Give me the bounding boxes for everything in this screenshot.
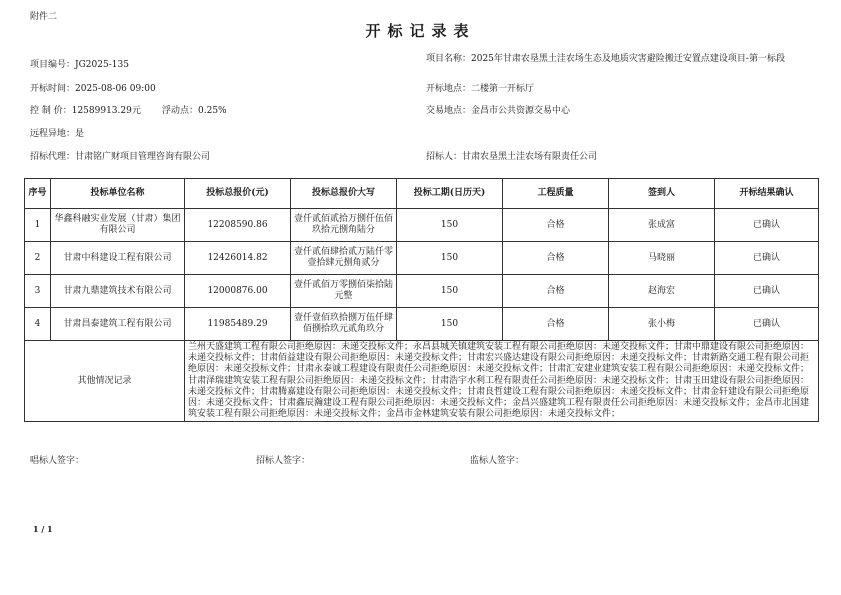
control-price: 控 制 价：12589913.29元: [30, 106, 141, 116]
table-row: [25, 242, 819, 275]
row-quality: 合格: [503, 242, 609, 275]
row-index: 3: [25, 275, 51, 308]
header-price-words: 投标总报价大写: [291, 179, 397, 209]
row-bidder: 华鑫科融实业发展（甘肃）集团有限公司: [51, 209, 185, 242]
row-price: 12000876.00: [185, 275, 291, 308]
header-signer: 签到人: [609, 179, 715, 209]
table-row: [25, 308, 819, 341]
row-signer: 张小梅: [609, 308, 715, 341]
tenderer: 招标人：甘肃农垦黑土洼农场有限责任公司: [426, 152, 598, 162]
row-period: 150: [397, 308, 503, 341]
row-signer: 赵海宏: [609, 275, 715, 308]
row-period: 150: [397, 209, 503, 242]
other-info-row: [25, 341, 819, 422]
header-period: 投标工期(日历天): [397, 179, 503, 209]
row-confirm: 已确认: [715, 209, 819, 242]
header-confirm: 开标结果确认: [715, 179, 819, 209]
row-quality: 合格: [503, 275, 609, 308]
row-price: 12426014.82: [185, 242, 291, 275]
row-confirm: 已确认: [715, 275, 819, 308]
row-price: 11985489.29: [185, 308, 291, 341]
row-confirm: 已确认: [715, 242, 819, 275]
row-price-words: 壹仟贰佰肆拾贰万陆仟零壹拾肆元捌角贰分: [291, 242, 397, 275]
singer-signature-label: 唱标人签字：: [30, 456, 85, 466]
row-price-words: 壹仟贰佰万零捌佰柒拾陆元整: [291, 275, 397, 308]
table-row: [25, 275, 819, 308]
table-header-row: [25, 179, 819, 209]
header-price: 投标总报价(元): [185, 179, 291, 209]
tender-agent: 招标代理：甘肃铭广财项目管理咨询有限公司: [30, 152, 211, 162]
bid-record-table: [24, 178, 819, 422]
page-title: 开标记录表: [365, 22, 476, 40]
row-bidder: 甘肃中科建设工程有限公司: [51, 242, 185, 275]
row-quality: 合格: [503, 209, 609, 242]
row-index: 2: [25, 242, 51, 275]
header-index: 序号: [25, 179, 51, 209]
header-quality: 工程质量: [503, 179, 609, 209]
row-price: 12208590.86: [185, 209, 291, 242]
row-period: 150: [397, 275, 503, 308]
open-place: 开标地点：二楼第一开标厅: [426, 84, 535, 94]
remote-flag: 远程异地：是: [30, 129, 85, 139]
tenderer-signature-label: 招标人签字：: [256, 456, 311, 466]
page-number: 1 / 1: [33, 524, 53, 534]
row-quality: 合格: [503, 308, 609, 341]
other-info-text: 兰州天盛建筑工程有限公司拒绝原因：未递交投标文件；永昌县城关镇建筑安装工程有限公司拒绝原因：未递交投标文件；甘肃中鼎建设有限公司拒绝原因：未递交投标文件；甘肃佰益建设有限公司拒绝原因：未递交投标文件；甘肃宏兴盛达建设有限公司拒绝原因：未递交投标文件；甘肃新路交通工程有限公司拒绝原因：未递交投标文件；甘肃永泰诚工程建设有限责任公司拒绝原因：未递交投标文件；甘肃汇安建业建筑安装工程有限公司拒绝原因：未递交投标文件；甘肃泽瑞建筑安装工程有限公司拒绝原因：未递交投标文件；甘肃浩宇水利工程有限责任公司拒绝原因：未递交投标文件；甘肃玉田建设有限公司拒绝原因：未递交投标文件；甘肃腾嘉建设有限公司拒绝原因：未递交投标文件；甘肃良哲建设工程有限公司拒绝原因：未递交投标文件；甘肃金轩建设有限公司拒绝原因：未递交投标文件；甘肃鑫辰瀚建设工程有限公司拒绝原因：未递交投标文件；金昌兴盛建筑工程有限责任公司拒绝原因：未递交投标文件；金昌市北国建筑安装工程有限公司拒绝原因：未递交投标文件；金昌市金林建筑安装有限公司拒绝原因：未递交投标文件；: [185, 341, 819, 422]
trade-place: 交易地点：金昌市公共资源交易中心: [426, 106, 571, 116]
row-period: 150: [397, 242, 503, 275]
other-info-label: 其他情况记录: [25, 341, 185, 422]
row-index: 1: [25, 209, 51, 242]
row-index: 4: [25, 308, 51, 341]
header-bidder: 投标单位名称: [51, 179, 185, 209]
project-name: 项目名称：2025年甘肃农垦黑土洼农场生态及地质灾害避险搬迁安置点建设项目-第一标段: [426, 54, 785, 64]
float-point: 浮动点：0.25%: [162, 106, 227, 116]
row-bidder: 甘肃昌泰建筑工程有限公司: [51, 308, 185, 341]
attachment-label: 附件二: [30, 12, 58, 22]
row-price-words: 壹仟壹佰玖拾捌万伍仟肆佰捌拾玖元贰角玖分: [291, 308, 397, 341]
row-confirm: 已确认: [715, 308, 819, 341]
row-price-words: 壹仟贰佰贰拾万捌仟伍佰玖拾元捌角陆分: [291, 209, 397, 242]
row-bidder: 甘肃九鼎建筑技术有限公司: [51, 275, 185, 308]
supervisor-signature-label: 监标人签字：: [470, 456, 525, 466]
table-row: [25, 209, 819, 242]
row-signer: 马晓丽: [609, 242, 715, 275]
project-number: 项目编号：JG2025-135: [30, 60, 129, 70]
open-time: 开标时间：2025-08-06 09:00: [30, 84, 156, 94]
row-signer: 张成富: [609, 209, 715, 242]
